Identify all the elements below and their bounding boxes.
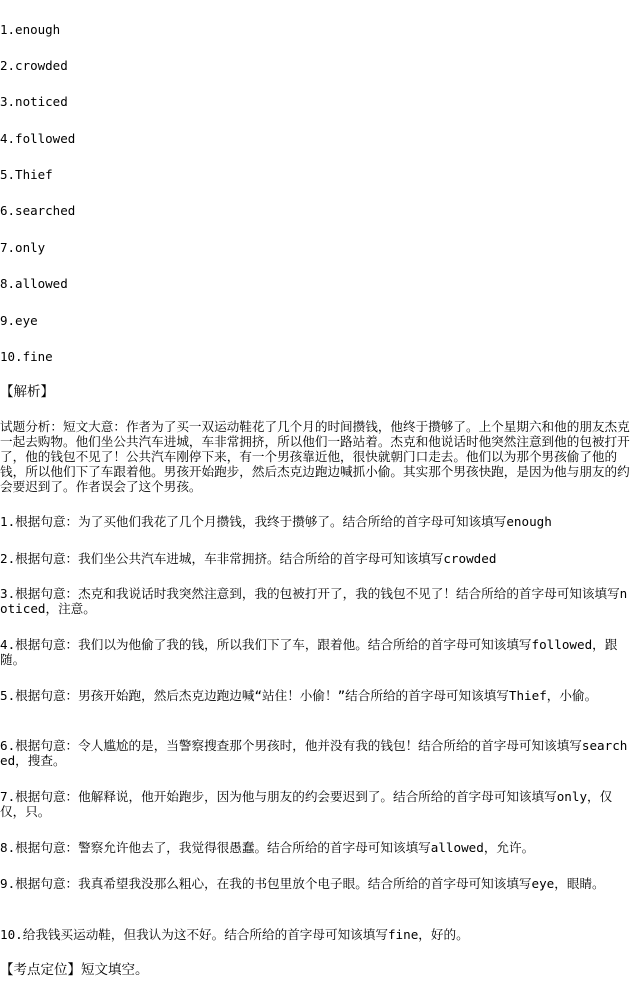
answer-item-6: 6.searched [0,203,76,218]
answer-item-7: 7.only [0,240,46,255]
answer-item-2: 2.crowded [0,58,68,73]
analysis-heading: 【解析】 [0,384,54,400]
answer-item-8: 8.allowed [0,276,68,291]
explanation-10: 10.给我钱买运动鞋，但我认为这不好。结合所给的首字母可知该填写fine，好的。 [0,927,469,942]
answer-item-1: 1.enough [0,22,61,37]
explanation-3: 3.根据句意：杰克和我说话时我突然注意到，我的包被打开了，我的钱包不见了！结合所给的首字母可知该填写noticed，注意。 [0,586,628,616]
explanation-7: 7.根据句意：他解释说，他开始跑步，因为他与朋友的约会要迟到了。结合所给的首字母可知该填写only，仅仅，只。 [0,789,613,819]
explanation-9: 9.根据句意：我真希望我没那么粗心，在我的书包里放个电子眼。结合所给的首字母可知该填写eye，眼睛。 [0,876,605,891]
explanation-4: 4.根据句意：我们以为他偷了我的钱，所以我们下了车，跟着他。结合所给的首字母可知该填写followed，跟随。 [0,637,618,667]
explanation-1: 1.根据句意：为了买他们我花了几个月攒钱，我终于攒够了。结合所给的首字母可知该填写enough [0,514,552,529]
answer-item-10: 10.fine [0,349,53,364]
answer-item-4: 4.followed [0,131,76,146]
explanation-2: 2.根据句意：我们坐公共汽车进城，车非常拥挤。结合所给的首字母可知该填写crowded [0,551,497,566]
answer-item-9: 9.eye [0,313,38,328]
explanation-8: 8.根据句意：警察允许他去了，我觉得很愚蠢。结合所给的首字母可知该填写allowed，允许。 [0,840,535,855]
answer-item-3: 3.noticed [0,94,68,109]
topic-heading: 【考点定位】短文填空。 [0,962,149,978]
answer-item-5: 5.Thief [0,167,53,182]
explanation-6: 6.根据句意：令人尴尬的是，当警察搜查那个男孩时，他并没有我的钱包！结合所给的首字母可知该填写searched，搜查。 [0,738,628,768]
explanation-5: 5.根据句意：男孩开始跑，然后杰克边跑边喊“站住！小偷！”结合所给的首字母可知该填写Thief，小偷。 [0,688,598,703]
summary-paragraph: 试题分析：短文大意：作者为了买一双运动鞋花了几个月的时间攒钱，他终于攒够了。上个星期六和他的朋友杰克一起去购物。他们坐公共汽车进城，车非常拥挤，所以他们一路站着。杰克和他说话时他突然注意到他的包被打开了，他的钱包不见了！公共汽车刚停下来，有一个男孩靠近他，很快就朝门口走去。他们以为那个男孩偷了他的钱，所以他们下了车跟着他。男孩开始跑步，然后杰克边跑边喊抓小偷。其实那个男孩快跑，是因为他与朋友的约会要迟到了。作者误会了这个男孩。 [0,419,630,494]
